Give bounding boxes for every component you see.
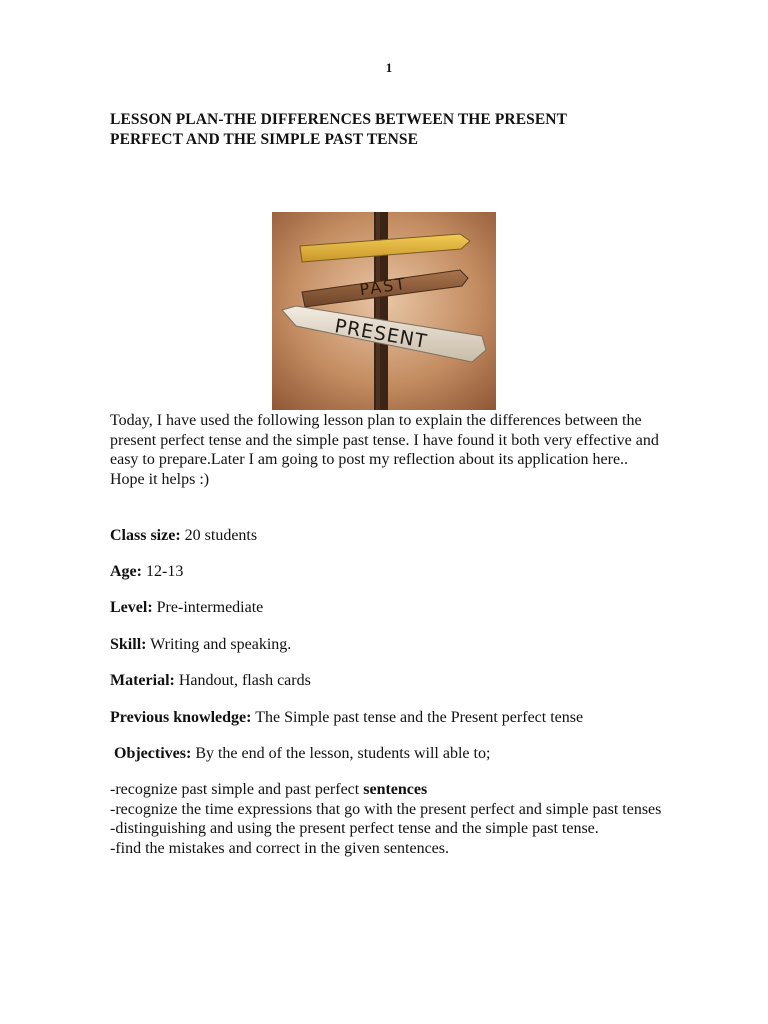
field-objectives [114,744,714,763]
field-objectives-value: By the end of the lesson, students will able to; [191,745,491,762]
past-sign-label: PAST [358,273,409,300]
objectives-list [110,780,670,858]
field-age [110,562,710,581]
present-sign-label: PRESENT [333,315,430,354]
objective-item: -find the mistakes and correct in the given sentences. [110,839,449,857]
title-line-2: PERFECT AND THE SIMPLE PAST TENSE [110,131,419,148]
field-previous-knowledge-value: The Simple past tense and the Present perfect tense [251,709,584,726]
objective-item-1-bold: sentences [363,781,428,798]
field-level-label: Level: [110,599,153,616]
objective-item-1-text: -recognize past simple and past perfect [110,781,364,798]
field-age-value: 12-13 [141,563,184,580]
field-class-size-value: 20 students [180,527,258,544]
intro-paragraph [110,411,670,489]
field-objectives-label: Objectives: [114,745,192,762]
signpost-image [272,212,496,410]
field-skill [110,635,710,654]
field-level-value: Pre-intermediate [152,599,264,616]
field-previous-knowledge [110,708,710,727]
document-title [110,110,670,150]
objective-item: -distinguishing and using the present perfect tense and the simple past tense. [110,820,599,838]
field-age-label: Age: [110,563,142,580]
field-class-size [110,526,710,545]
field-material [110,671,710,690]
field-previous-knowledge-label: Previous knowledge: [110,709,252,726]
objective-item [110,780,670,800]
field-skill-label: Skill: [110,636,147,653]
objective-item: -recognize the time expressions that go with the present perfect and simple past tenses [110,800,662,818]
field-material-value: Handout, flash cards [174,672,311,689]
page-number: 1 [385,60,393,75]
intro-closing: Hope it helps :) [110,470,210,488]
title-line-1: LESSON PLAN-THE DIFFERENCES BETWEEN THE PRESENT [110,111,568,128]
intro-text: Today, I have used the following lesson plan to explain the differences between the present perfect tense and the simple past tense. I have found it both very effective and easy to prepare.Later I am going to post my reflection about its application here.. [110,412,659,468]
field-skill-value: Writing and speaking. [146,636,292,653]
signpost-illustration [272,212,496,410]
field-level [110,598,710,617]
field-class-size-label: Class size: [110,527,181,544]
field-material-label: Material: [110,672,175,689]
